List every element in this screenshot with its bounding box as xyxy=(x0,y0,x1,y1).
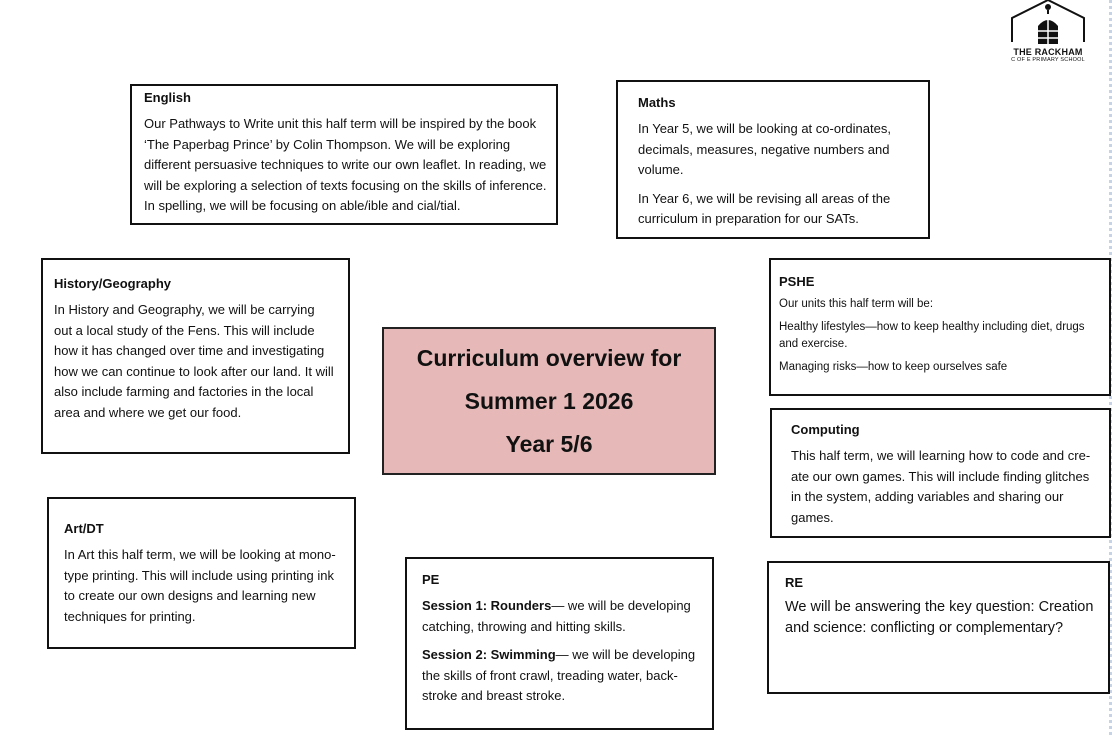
art-dt-title: Art/DT xyxy=(64,521,104,536)
computing-text: This half term, we will learning how to code and create our own games. This will include finding glitches in the system, adding variables and sharing our games. xyxy=(791,448,1091,525)
english-text: Our Pathways to Write unit this half term will be inspired by the book ‘The Paperbag Prince’ by Colin Thompson. We will be exploring different persuasive techniques to write our own leaflet. In reading, we will be exploring a selection of texts focusing on the skills of inference. In spelling, we will be focusing on able/ible and cial/tial. xyxy=(144,116,547,213)
art-dt-box xyxy=(47,497,356,649)
maths-para2: In Year 6, we will be revising all areas of the curriculum in preparation for our SATs. xyxy=(638,190,891,226)
pshe-box xyxy=(769,258,1111,396)
english-box xyxy=(130,84,558,225)
pe-title: PE xyxy=(422,572,440,587)
pe-session-2 xyxy=(422,645,702,707)
maths-title: Maths xyxy=(638,95,676,110)
pe-session-1 xyxy=(422,596,702,637)
title-line-1: Curriculum overview for xyxy=(416,344,682,371)
pe-session-2-text: — we will be developing the skills of front crawl, treading water, backstroke and breast stroke. xyxy=(422,647,696,703)
english-title: English xyxy=(144,90,191,105)
pshe-item-healthy: Healthy lifestyles—how to keep healthy including diet, drugs and exercise. xyxy=(779,321,1085,350)
maths-para1: In Year 5, we will be looking at co-ordinates, decimals, measures, negative numbers and volume. xyxy=(638,121,891,177)
re-box xyxy=(767,561,1110,694)
school-subtitle: C OF E PRIMARY SCHOOL xyxy=(1011,57,1085,63)
pe-session-2-label: Session 2: Swimming xyxy=(422,647,556,662)
curriculum-title-box xyxy=(382,327,716,475)
history-geography-box xyxy=(41,258,350,454)
maths-box xyxy=(616,80,930,239)
title-line-3: Year 5/6 xyxy=(505,430,593,457)
art-dt-text: In Art this half term, we will be looking at monotype printing. This will include using printing ink to create our own designs and learning new techniques for printing. xyxy=(64,547,336,624)
school-name: THE RACKHAM xyxy=(1013,47,1083,57)
pshe-item-risks: Managing risks—how to keep ourselves safe xyxy=(779,361,1008,373)
history-geography-title: History/Geography xyxy=(54,276,172,291)
pe-box xyxy=(405,557,714,730)
computing-box xyxy=(770,408,1111,538)
pe-session-1-text: — we will be developing catching, throwing and hitting skills. xyxy=(422,598,691,634)
title-line-2: Summer 1 2026 xyxy=(464,387,634,414)
church-icon xyxy=(1008,0,1088,44)
re-text: We will be answering the key question: Creation and science: conflicting or complementary? xyxy=(785,599,1094,636)
pshe-intro: Our units this half term will be: xyxy=(779,298,934,310)
history-geography-text: In History and Geography, we will be carrying out a local study of the Fens. This will include how it has changed over time and investigating how we can continue to look after our land. It will also include farming and factories in the local area and where we get our food. xyxy=(54,302,334,420)
pshe-title: PSHE xyxy=(779,274,815,289)
school-logo xyxy=(1008,0,1088,64)
computing-title: Computing xyxy=(791,422,860,437)
pe-session-1-label: Session 1: Rounders xyxy=(422,598,552,613)
re-title: RE xyxy=(785,575,804,590)
